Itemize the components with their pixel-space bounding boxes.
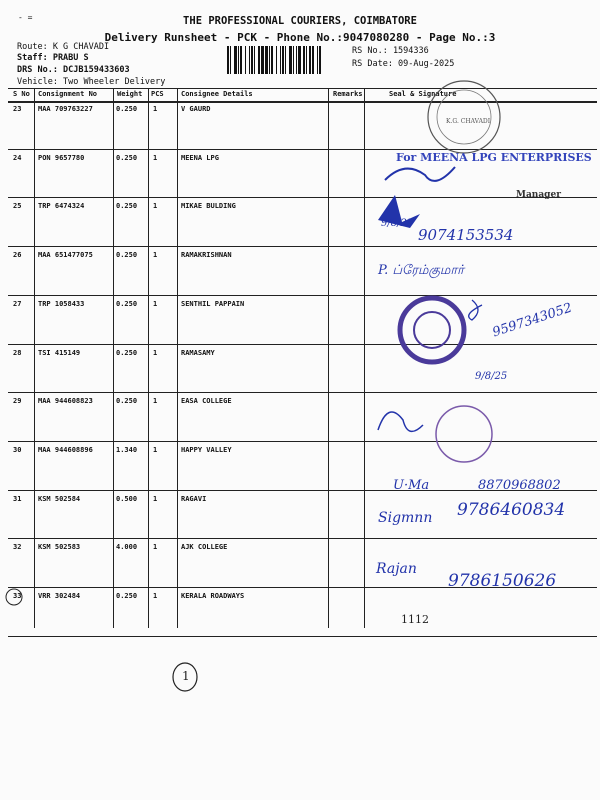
row-consignment-no: MAA 709763227 (38, 105, 93, 113)
round-seal-stamp-inner (414, 312, 450, 348)
col-consignee: Consignee Details (181, 90, 253, 98)
row-consignee: V GAURD (181, 105, 211, 113)
phone-row27: 9597343052 (490, 300, 575, 341)
phone-row25: 9074153534 (418, 226, 514, 244)
row-sno: 29 (13, 397, 22, 406)
row-consignment-no: MAA 944608823 (38, 397, 93, 406)
row-weight: 0.250 (116, 397, 138, 406)
kg-chavadi-stamp (428, 81, 500, 153)
kg-chavadi-stamp-text: K.G. CHAVADI (446, 118, 491, 125)
row-consignee: RAMAKRISHNAN (181, 251, 232, 260)
row-pcs: 1 (153, 251, 158, 260)
signature-scribble (385, 167, 455, 181)
row-consignee: AJK COLLEGE (181, 543, 228, 552)
row-consignment-no: MAA 944608896 (38, 445, 93, 454)
col-sno: S No (13, 90, 30, 98)
row-pcs: 1 (153, 202, 158, 211)
col-consignment: Consignment No (38, 90, 98, 98)
row-pcs: 1 (153, 445, 158, 454)
row-pcs: 1 (153, 494, 158, 503)
row-pcs: 1 (153, 348, 158, 357)
row-consignment-no: KSM 502583 (38, 543, 81, 552)
signature-row32: Sigmnn (378, 510, 433, 526)
date-row25: 9/8/25 (381, 218, 414, 229)
runsheet-title: Delivery Runsheet - PCK - Phone No.:9047080280 - Page No.:3 (104, 31, 496, 44)
phone-row33: 9786150626 (448, 571, 557, 591)
row-sno: 28 (13, 348, 22, 357)
row-sno: 24 (13, 153, 22, 162)
row-weight: 1.340 (116, 445, 138, 454)
row-sno: 25 (13, 202, 22, 211)
tamil-signature-row26: P. ப்ரேம்குமார் (378, 263, 464, 278)
rs-date: RS Date: 09-Aug-2025 (352, 59, 455, 69)
row-sno: 32 (13, 543, 22, 552)
row-consignment-no: TRP 1058433 (38, 299, 85, 308)
signature-scribble (469, 300, 482, 320)
row-consignee: SENTHIL PAPPAIN (181, 299, 245, 308)
row-weight: 0.250 (116, 105, 138, 113)
phone-row31: 8870968802 (478, 478, 561, 493)
row-sno: 30 (13, 445, 22, 454)
route-label: Route: K G CHAVADI (17, 42, 110, 52)
mark-row33: 1112 (401, 613, 429, 626)
row-pcs: 1 (153, 153, 158, 162)
row-sno: 23 (13, 105, 22, 113)
row-pcs: 1 (153, 397, 158, 406)
row-weight: 0.250 (116, 299, 138, 308)
row-consignee: MEENA LPG (181, 153, 219, 162)
row-pcs: 1 (153, 592, 158, 600)
row-33-circle-mark (6, 589, 22, 605)
college-stamp (436, 406, 492, 462)
row-sno: 31 (13, 494, 22, 503)
kg-chavadi-stamp-inner (437, 90, 491, 144)
row-consignee: HAPPY VALLEY (181, 445, 232, 454)
col-weight: Weight (117, 90, 143, 98)
row-consignee: KERALA ROADWAYS (181, 592, 245, 600)
row-consignee: RAGAVI (181, 494, 207, 503)
manager-text: Manager (516, 190, 561, 200)
page-circle-number: 1 (182, 669, 190, 683)
corner-mark: - = (18, 13, 33, 22)
row-consignee: EASA COLLEGE (181, 397, 232, 406)
row-pcs: 1 (153, 543, 158, 552)
row-consignee: MIKAE BULDING (181, 202, 236, 211)
row-weight: 0.250 (116, 153, 138, 162)
signature-scribble (378, 412, 423, 431)
company-title: THE PROFESSIONAL COURIERS, COIMBATORE (183, 15, 417, 27)
row-consignment-no: PON 9657780 (38, 153, 85, 162)
row-weight: 4.000 (116, 543, 138, 552)
date-row28: 9/8/25 (475, 371, 508, 382)
row-sno: 26 (13, 251, 22, 260)
row-weight: 0.500 (116, 494, 138, 503)
col-remarks: Remarks (333, 90, 363, 98)
row-weight: 0.250 (116, 202, 138, 211)
row-consignment-no: VRR 302484 (38, 592, 81, 600)
row-consignment-no: KSM 502584 (38, 494, 81, 503)
row-consignment-no: TRP 6474324 (38, 202, 85, 211)
meena-stamp-text: For MEENA LPG ENTERPRISES (396, 151, 592, 164)
row-pcs: 1 (153, 299, 158, 308)
col-signature: Seal & Signature (389, 90, 457, 98)
row-consignee: RAMASAMY (181, 348, 215, 357)
phone-row32: 9786460834 (457, 500, 566, 520)
row-weight: 0.250 (116, 592, 138, 600)
uma-signature: U·Ma (393, 478, 430, 493)
round-seal-stamp (400, 298, 464, 362)
staff-label: Staff: PRABU S (17, 53, 89, 63)
row-weight: 0.250 (116, 251, 138, 260)
row-sno: 33 (13, 592, 22, 600)
rajan-signature: Rajan (376, 561, 417, 577)
row-pcs: 1 (153, 105, 158, 113)
row-sno: 27 (13, 299, 22, 308)
row-consignment-no: TSI 415149 (38, 348, 81, 357)
vehicle-label: Vehicle: Two Wheeler Delivery (17, 77, 166, 87)
rs-number: RS No.: 1594336 (352, 46, 429, 56)
row-weight: 0.250 (116, 348, 138, 357)
row-consignment-no: MAA 651477075 (38, 251, 93, 260)
drs-label: DRS No.: DCJB159433603 (17, 65, 130, 75)
col-pcs: PCS (151, 90, 164, 98)
